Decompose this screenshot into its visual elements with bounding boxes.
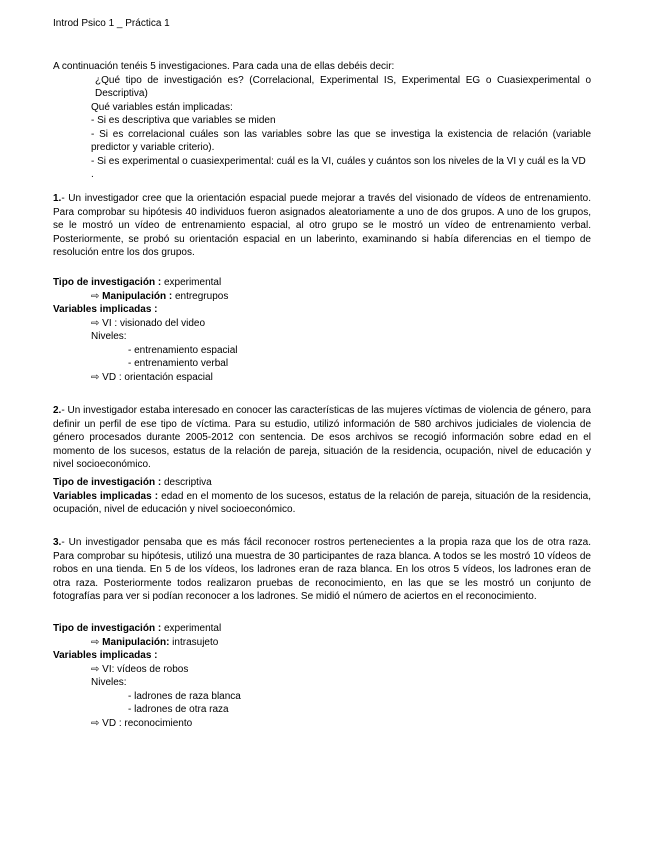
level-item: - ladrones de otra raza xyxy=(128,704,229,715)
case-3 xyxy=(53,536,591,604)
case-number: 1. xyxy=(53,193,62,204)
vd-value: VD : orientación espacial xyxy=(99,371,213,383)
intro-question-variables: Qué variables están implicadas: xyxy=(91,101,233,113)
vi-value: VI: vídeos de robos xyxy=(99,663,189,675)
level-item: - entrenamiento espacial xyxy=(128,344,238,356)
case-number: 3. xyxy=(53,537,62,548)
tipo-line xyxy=(53,622,591,636)
intro-question-type: ¿Qué tipo de investigación es? (Correlacional, Experimental IS, Experimental EG o Cuasiexperimental o Descriptiva) xyxy=(95,74,591,99)
instructions xyxy=(53,60,591,182)
arrow-right-icon: ⇨ xyxy=(91,290,100,302)
intro-bullet-correlational: - Si es correlacional cuáles son las variables sobre las que se investiga la existencia de relación (variable predictor y variable criterio). xyxy=(91,128,591,153)
tipo-label: Tipo de investigación : xyxy=(53,477,162,488)
case-2 xyxy=(53,404,591,472)
manipulation-line xyxy=(53,290,591,304)
case-1 xyxy=(53,192,591,260)
arrow-right-icon: ⇨ xyxy=(91,663,100,675)
tipo-value: experimental xyxy=(161,623,222,634)
intro-bullet-descriptive: - Si es descriptiva que variables se miden xyxy=(91,115,276,126)
variables-value: edad en el momento de los sucesos, estatus de la relación de pareja, situación de la residencia, ocupación, nivel de educación y nivel socioeconómico. xyxy=(53,490,591,515)
case-text: - Un investigador cree que la orientación espacial puede mejorar a través del visionado de vídeos de entrenamiento. Para comprobar su hipótesis 40 individuos fueron asignados aleatoriamente a uno de dos grupos. A uno de los grupos, se le mostró un vídeo de entrenamiento espacial, al otro grupo se le mostró un vídeo de entrenamiento verbal. Posteriormente, se probó su orientación espacial en un laberinto, examinando si había diferencias en el tiempo de resolución entre los dos grupos. xyxy=(53,193,591,258)
case-1-answer xyxy=(53,276,591,384)
manipulation-value: intrasujeto xyxy=(169,636,219,648)
arrow-right-icon: ⇨ xyxy=(91,717,100,729)
arrow-right-icon: ⇨ xyxy=(91,317,100,329)
vi-value: VI : visionado del video xyxy=(99,317,206,329)
manipulation-value: entregrupos xyxy=(172,290,229,302)
vd-value: VD : reconocimiento xyxy=(99,717,193,729)
case-text: - Un investigador pensaba que es más fácil reconocer rostros pertenecientes a la propia raza que los de otra raza. Para comprobar su hipótesis, utilizó una muestra de 30 participantes de raza blanca. A todos se les mostró 10 vídeos de robos en una tienda. En 5 de los vídeos, los ladrones eran de raza blanca. En los otros 5 vídeos, los ladrones eran de otra raza. Posteriormente todos realizaron pruebas de reconocimiento, en las que se les mostró un conjunto de fotografías para ver si podían reconocer a los ladrones. Se midió el número de aciertos en el reconocimiento. xyxy=(53,537,591,602)
variables-label: Variables implicadas : xyxy=(53,304,158,315)
case-2-answer xyxy=(53,476,591,517)
manipulation-label: Manipulación: xyxy=(102,636,170,648)
case-3-answer xyxy=(53,622,591,730)
case-2-statement xyxy=(53,404,591,472)
arrow-right-icon: ⇨ xyxy=(91,636,100,648)
page-header: Introd Psico 1 _ Práctica 1 xyxy=(53,18,170,29)
tipo-line xyxy=(53,276,591,290)
tipo-label: Tipo de investigación : xyxy=(53,623,162,634)
vd-line xyxy=(53,717,591,731)
intro-bullet-experimental: - Si es experimental o cuasiexperimental: cuál es la VI, cuáles y cuántos son los niveles de la VI y cuál es la VD . xyxy=(91,155,586,180)
vi-line xyxy=(53,317,591,331)
case-1-statement xyxy=(53,192,591,260)
level-item: - ladrones de raza blanca xyxy=(128,690,241,702)
case-number: 2. xyxy=(53,405,62,416)
levels-label: Niveles: xyxy=(91,677,127,688)
tipo-value: descriptiva xyxy=(161,477,212,488)
intro-lead: A continuación tenéis 5 investigaciones. Para cada una de ellas debéis decir: xyxy=(53,61,395,72)
manipulation-label: Manipulación : xyxy=(102,290,173,302)
variables-line xyxy=(53,490,591,517)
case-text: - Un investigador estaba interesado en conocer las características de las mujeres víctimas de violencia de género, para definir un perfil de ese tipo de víctima. Para su estudio, utilizó información de 580 archivos judiciales de violencia de género procesados durante 2005-2012 con sentencia. De esos archivos se recogió información sobre edad en el momento de los sucesos, estatus de la relación de pareja, situación de la residencia, ocupación, nivel de educación y nivel socioeconómico. xyxy=(53,405,591,470)
vd-line xyxy=(53,371,591,385)
level-item: - entrenamiento verbal xyxy=(128,358,229,369)
tipo-line xyxy=(53,476,591,490)
variables-label: Variables implicadas : xyxy=(53,490,159,502)
arrow-right-icon: ⇨ xyxy=(91,371,100,383)
tipo-label: Tipo de investigación : xyxy=(53,277,162,288)
case-3-statement xyxy=(53,536,591,604)
vi-line xyxy=(53,663,591,677)
manipulation-line xyxy=(53,636,591,650)
levels-label: Niveles: xyxy=(91,331,127,342)
variables-label: Variables implicadas : xyxy=(53,650,158,661)
tipo-value: experimental xyxy=(161,277,222,288)
